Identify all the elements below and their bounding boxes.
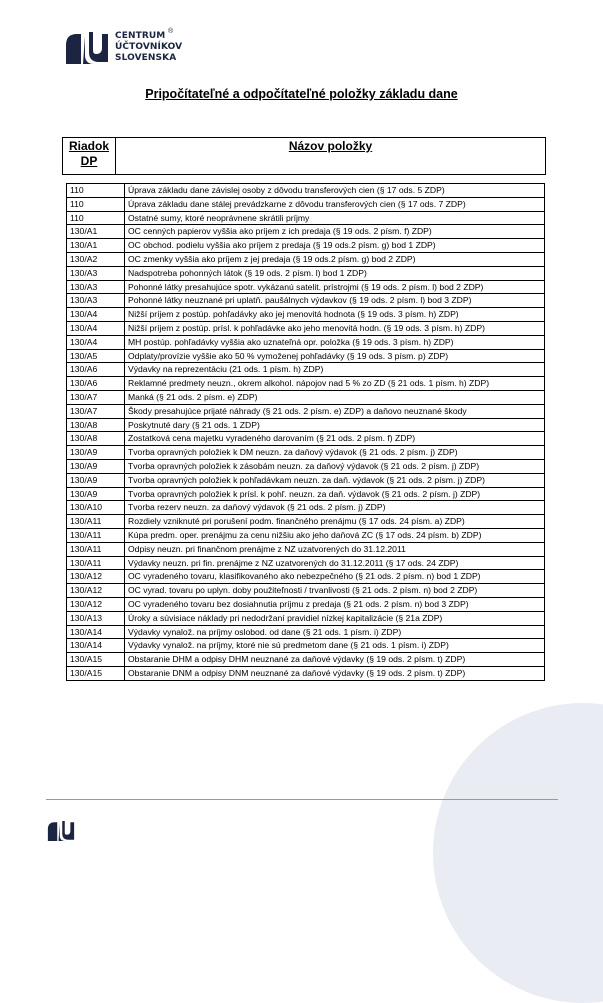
row-number-cell: 110: [67, 211, 125, 225]
row-number-cell: 130/A3: [67, 280, 125, 294]
row-number-cell: 130/A11: [67, 515, 125, 529]
row-number-cell: 130/A11: [67, 528, 125, 542]
row-number-cell: 130/A2: [67, 252, 125, 266]
table-row: [67, 515, 545, 529]
table-row: [67, 584, 545, 598]
footer-logo-icon: [45, 821, 77, 841]
item-name-cell: OC vyrad. tovaru po uplyn. doby použiteľnosti / trvanlivosti (§ 21 ods. 2 písm. n) bod 2 ZDP): [125, 584, 545, 598]
table-row: [67, 611, 545, 625]
logo-wordmark: [115, 31, 182, 64]
item-name-cell: Ostatné sumy, ktoré neoprávnene skrátili príjmy: [125, 211, 545, 225]
item-name-cell: Tvorba opravných položiek k prísl. k pohľ. neuzn. za daň. výdavok (§ 21 ods. 2 písm. j) ZDP): [125, 487, 545, 501]
item-name-cell: Úroky a súvisiace náklady pri nedodržaní pravidiel nízkej kapitalizácie (§ 21a ZDP): [125, 611, 545, 625]
item-name-cell: Odpisy neuzn. pri finančnom prenájme z NZ uzatvorených do 31.12.2011: [125, 542, 545, 556]
items-table: [66, 183, 545, 681]
item-name-cell: Reklamné predmety neuzn., okrem alkohol. nápojov nad 5 % zo ZD (§ 21 ods. 1 písm. h) ZDP): [125, 377, 545, 391]
table-row: [67, 639, 545, 653]
item-name-cell: OC cenných papierov vyššia ako príjem z ich predaja (§ 19 ods. 2 písm. f) ZDP): [125, 225, 545, 239]
item-name-cell: Obstaranie DNM a odpisy DNM neuznané za daňové výdavky (§ 19 ods. 2 písm. t) ZDP): [125, 666, 545, 680]
table-row: [67, 653, 545, 667]
table-row: [67, 225, 545, 239]
table-row: [67, 321, 545, 335]
item-name-cell: Zostatková cena majetku vyradeného darovaním (§ 21 ods. 2 písm. f) ZDP): [125, 432, 545, 446]
item-name-cell: Pohonné látky presahujúce spotr. vykázanú satelit. prístrojmi (§ 19 ods. 2 písm. l) bod 2 ZDP): [125, 280, 545, 294]
item-name-cell: Obstaranie DHM a odpisy DHM neuznané za daňové výdavky (§ 19 ods. 2 písm. t) ZDP): [125, 653, 545, 667]
row-number-cell: 110: [67, 197, 125, 211]
table-row: [67, 666, 545, 680]
table-row: [67, 335, 545, 349]
logo-line-3: SLOVENSKA: [115, 53, 177, 63]
item-name-cell: Škody presahujúce prijaté náhrady (§ 21 ods. 2 písm. e) ZDP) a daňovo neuznané škody: [125, 404, 545, 418]
company-logo: [62, 28, 192, 68]
table-row: [67, 570, 545, 584]
header-col-item-name: Názov položky: [116, 138, 546, 175]
row-number-cell: 130/A4: [67, 308, 125, 322]
table-row: [67, 252, 545, 266]
row-number-cell: 130/A9: [67, 459, 125, 473]
footer-divider: [46, 799, 558, 800]
table-row: [67, 404, 545, 418]
table-row: [67, 556, 545, 570]
row-number-cell: 130/A14: [67, 639, 125, 653]
table-row: [67, 446, 545, 460]
row-number-cell: 130/A4: [67, 335, 125, 349]
item-name-cell: Výdavky vynalož. na príjmy oslobod. od dane (§ 21 ods. 1 písm. i) ZDP): [125, 625, 545, 639]
table-row: [67, 542, 545, 556]
row-number-cell: 130/A12: [67, 570, 125, 584]
table-row: [67, 390, 545, 404]
table-row: [67, 363, 545, 377]
table-row: [67, 528, 545, 542]
table-row: [67, 487, 545, 501]
row-number-cell: 130/A4: [67, 321, 125, 335]
item-name-cell: Úprava základu dane stálej prevádzkarne z dôvodu transferových cien (§ 17 ods. 7 ZDP): [125, 197, 545, 211]
item-name-cell: Výdavky na reprezentáciu (21 ods. 1 písm. h) ZDP): [125, 363, 545, 377]
item-name-cell: Nižší príjem z postúp. pohľadávky ako jej menovitá hodnota (§ 19 ods. 3 písm. h) ZDP): [125, 308, 545, 322]
row-number-cell: 130/A12: [67, 597, 125, 611]
page-title: Pripočítateľné a odpočítateľné položky základu dane: [145, 87, 458, 101]
row-number-cell: 130/A3: [67, 266, 125, 280]
row-number-cell: 130/A9: [67, 473, 125, 487]
row-number-cell: 130/A1: [67, 225, 125, 239]
row-number-cell: 130/A11: [67, 542, 125, 556]
row-number-cell: 130/A3: [67, 294, 125, 308]
table-row: [67, 377, 545, 391]
item-name-cell: Tvorba rezerv neuzn. za daňový výdavok (§ 21 ods. 2 písm. j) ZDP): [125, 501, 545, 515]
item-name-cell: OC vyradeného tovaru, klasifikovaného ako nebezpečného (§ 21 ods. 2 písm. n) bod 1 ZDP): [125, 570, 545, 584]
row-number-cell: 130/A5: [67, 349, 125, 363]
item-name-cell: Manká (§ 21 ods. 2 písm. e) ZDP): [125, 390, 545, 404]
row-number-cell: 130/A6: [67, 377, 125, 391]
table-row: [67, 459, 545, 473]
row-number-cell: 130/A8: [67, 432, 125, 446]
item-name-cell: Rozdiely vzniknuté pri porušení podm. finančného prenájmu (§ 17 ods. 24 písm. a) ZDP): [125, 515, 545, 529]
table-row: [67, 625, 545, 639]
table-row: [67, 184, 545, 198]
row-number-cell: 130/A14: [67, 625, 125, 639]
table-row: [67, 266, 545, 280]
logo-mark-icon: [62, 32, 112, 64]
table-row: [67, 418, 545, 432]
item-name-cell: MH postúp. pohľadávky vyššia ako uznateľná opr. položka (§ 19 ods. 3 písm. h) ZDP): [125, 335, 545, 349]
row-number-cell: 130/A12: [67, 584, 125, 598]
table-row: [67, 197, 545, 211]
item-name-cell: Úprava základu dane závislej osoby z dôvodu transferových cien (§ 17 ods. 5 ZDP): [125, 184, 545, 198]
item-name-cell: Tvorba opravných položiek k pohľadávkam neuzn. za daň. výdavok (§ 21 ods. 2 písm. j) ZDP): [125, 473, 545, 487]
item-name-cell: Odplaty/provízie vyššie ako 50 % vymoženej pohľadávky (§ 19 ods. 3 písm. p) ZDP): [125, 349, 545, 363]
row-number-cell: 130/A7: [67, 390, 125, 404]
header-col-row-number: Riadok DP: [63, 138, 116, 175]
item-name-cell: Nižší príjem z postúp. prísl. k pohľadávke ako jeho menovitá hodn. (§ 19 ods. 3 písm. h) ZDP): [125, 321, 545, 335]
row-number-cell: 130/A8: [67, 418, 125, 432]
table-row: [67, 349, 545, 363]
item-name-cell: Poskytnuté dary (§ 21 ods. 1 ZDP): [125, 418, 545, 432]
row-number-cell: 130/A15: [67, 666, 125, 680]
table-row: [67, 308, 545, 322]
logo-line-2: ÚČTOVNÍKOV: [115, 42, 183, 52]
table-row: [67, 294, 545, 308]
row-number-cell: 130/A10: [67, 501, 125, 515]
logo-line-1: CENTRUM: [115, 31, 166, 41]
table-row: [67, 432, 545, 446]
row-number-cell: 130/A6: [67, 363, 125, 377]
item-name-cell: Výdavky neuzn. pri fin. prenájme z NZ uzatvorených do 31.12.2011 (§ 17 ods. 24 ZDP): [125, 556, 545, 570]
row-number-cell: 130/A11: [67, 556, 125, 570]
items-table-body: [67, 184, 545, 681]
table-row: [67, 280, 545, 294]
item-name-cell: OC obchod. podielu vyššia ako príjem z predaja (§ 19 ods.2 písm. g) bod 1 ZDP): [125, 239, 545, 253]
item-name-cell: Pohonné látky neuznané pri uplatň. paušálnych výdavkov (§ 19 ods. 2 písm. l) bod 3 ZDP): [125, 294, 545, 308]
item-name-cell: Tvorba opravných položiek k DM neuzn. za daňový výdavok (§ 21 ods. 2 písm. j) ZDP): [125, 446, 545, 460]
item-name-cell: Nadspotreba pohonných látok (§ 19 ods. 2 písm. l) bod 1 ZDP): [125, 266, 545, 280]
table-row: [67, 211, 545, 225]
item-name-cell: OC vyradeného tovaru bez dosiahnutia príjmu z predaja (§ 21 ods. 2 písm. n) bod 3 ZDP): [125, 597, 545, 611]
registered-mark: ®: [168, 28, 174, 35]
table-row: [67, 239, 545, 253]
table-row: [67, 473, 545, 487]
row-number-cell: 110: [67, 184, 125, 198]
item-name-cell: Tvorba opravných položiek k zásobám neuzn. za daňový výdavok (§ 21 ods. 2 písm. j) ZDP): [125, 459, 545, 473]
table-row: [67, 501, 545, 515]
row-number-cell: 130/A13: [67, 611, 125, 625]
row-number-cell: 130/A9: [67, 446, 125, 460]
row-number-cell: 130/A15: [67, 653, 125, 667]
item-name-cell: Kúpa predm. oper. prenájmu za cenu nižšiu ako jeho daňová ZC (§ 17 ods. 24 písm. b) ZDP): [125, 528, 545, 542]
item-name-cell: Výdavky vynalož. na príjmy, ktoré nie sú predmetom dane (§ 21 ods. 1 písm. i) ZDP): [125, 639, 545, 653]
table-row: [67, 597, 545, 611]
table-header: [62, 137, 546, 175]
row-number-cell: 130/A7: [67, 404, 125, 418]
row-number-cell: 130/A1: [67, 239, 125, 253]
table-header-row: [63, 138, 546, 175]
row-number-cell: 130/A9: [67, 487, 125, 501]
corner-decoration: [433, 703, 603, 1003]
item-name-cell: OC zmenky vyššia ako príjem z jej predaja (§ 19 ods.2 písm. g) bod 2 ZDP): [125, 252, 545, 266]
